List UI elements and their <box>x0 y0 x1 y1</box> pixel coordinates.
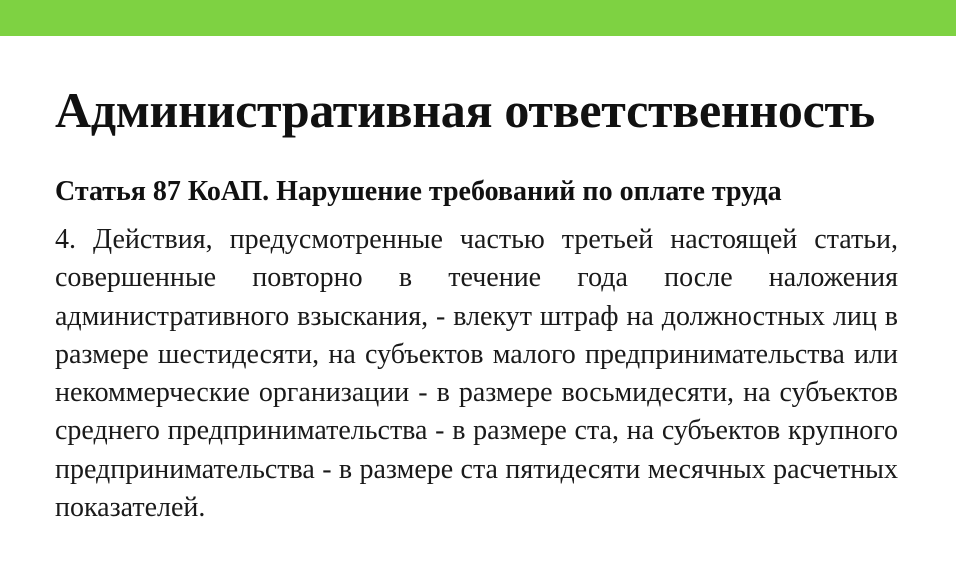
article-body-text: 4. Действия, предусмотренные частью третьей настоящей статьи, совершенные повторно в течение года после наложения административного взыскания, - влекут штраф на должностных лиц в размере шестидесяти, на субъектов малого предпринимательства или некоммерческие организации - в размере восьмидесяти, на субъектов среднего предпринимательства - в размере ста, на субъектов крупного предпринимательства - в размере ста пятидесяти месячных расчетных показателей. <box>55 224 898 524</box>
slide-title: Административная ответственность <box>55 82 875 138</box>
top-accent-bar <box>0 0 956 36</box>
article-heading: Статья 87 КоАП. Нарушение требований по оплате труда <box>55 176 782 207</box>
